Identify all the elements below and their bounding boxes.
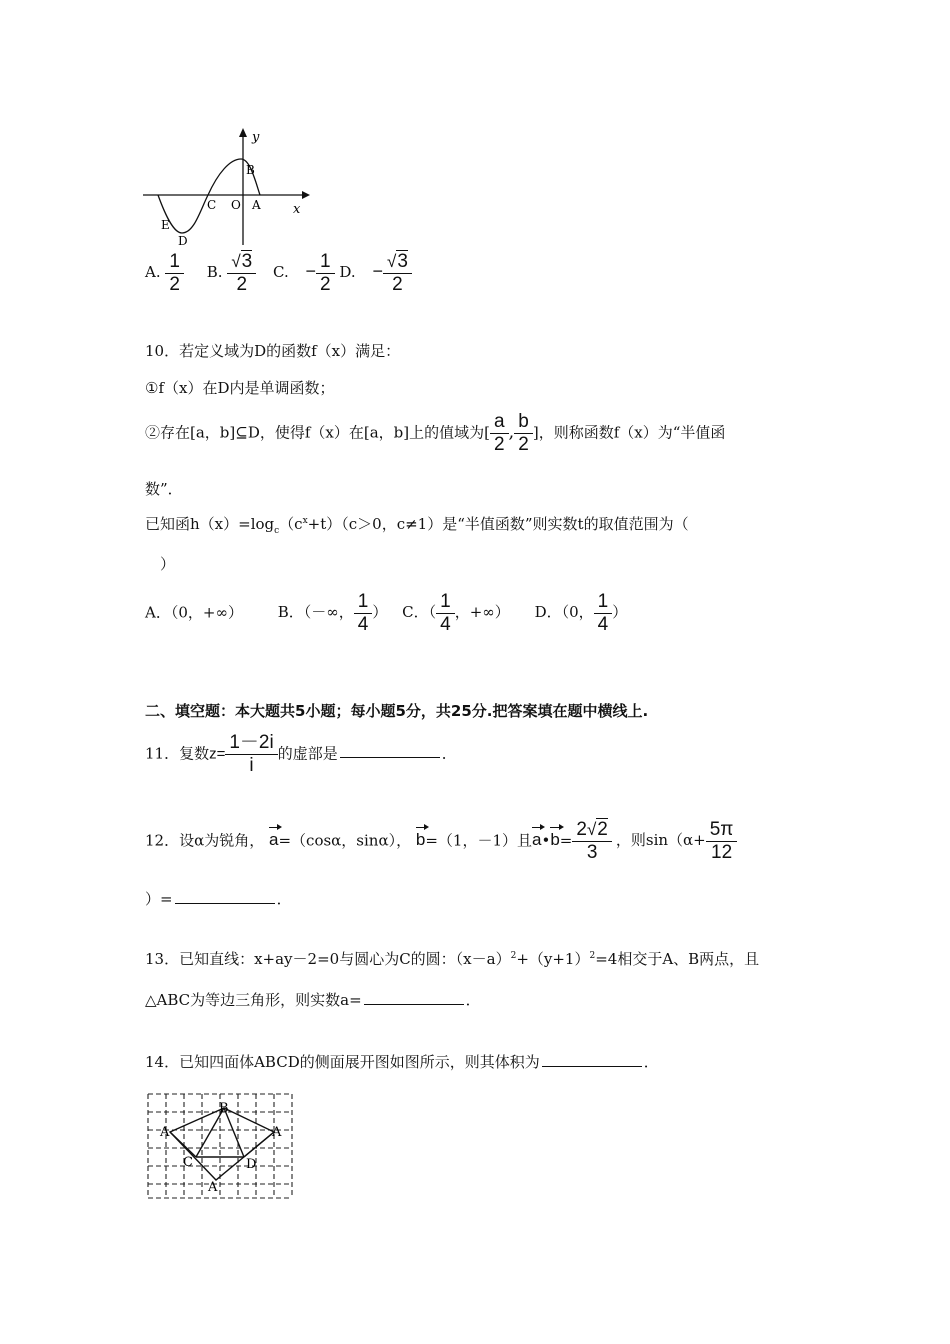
- q9-options: [145, 252, 412, 295]
- q9-option-d: D. − $\frac{√3}{2}$: [339, 263, 411, 281]
- q10-line3: ②存在[a，b]⊆D，使得f（x）在[a，b]上的值域为[ $\frac{a}{2}$ , $\frac{b}{2}$ ]，则称函数f（x）为“半值函: [145, 411, 726, 455]
- net-label-D: D: [246, 1157, 257, 1172]
- q11: 11．复数z= $\frac{1-2i}{i}$ 的虚部是 ．: [145, 732, 457, 776]
- q12-answer-blank[interactable]: [175, 889, 275, 904]
- q10-option-d: D．（0， $\frac{1}{4}$ ）: [534, 591, 628, 635]
- q9-sine-graph: [140, 125, 310, 250]
- q10-line4: 数”．: [145, 480, 183, 498]
- graph-label-C: C: [207, 198, 217, 212]
- q10-option-b: B．（－∞， $\frac{1}{4}$ ）: [277, 591, 388, 635]
- net-label-B: B: [219, 1101, 229, 1116]
- q9-option-c: C. − $\frac{1}{2}$: [273, 263, 339, 281]
- q10-line1: 10．若定义域为D的函数f（x）满足：: [145, 342, 401, 360]
- q12: 12．设α为锐角， a=（cosα，sinα）， b=（1，－1）且a•b= $\frac{2√2}{3}$ ，则sin（α+ $\frac{5\pi}{12}$: [145, 820, 737, 863]
- q10-option-c: C．（ $\frac{1}{4}$ ，+∞）: [402, 591, 510, 635]
- graph-label-B: B: [246, 163, 255, 177]
- q13-answer-blank[interactable]: [364, 990, 464, 1005]
- q10-line6: ）: [160, 555, 176, 573]
- graph-label-A: A: [252, 198, 261, 212]
- q9-option-b: B. $\frac{√3}{2}$: [207, 263, 261, 281]
- q10-option-a: A．（0，+∞）: [145, 603, 243, 622]
- net-label-C: C: [183, 1155, 193, 1170]
- q12-line2: ）= ．: [145, 890, 292, 908]
- q10-line2: ①f（x）在D内是单调函数；: [145, 379, 335, 397]
- vector-b: b: [415, 830, 426, 850]
- q14: 14．已知四面体ABCD的侧面展开图如图所示，则其体积为 ．: [145, 1053, 659, 1071]
- q11-answer-blank[interactable]: [340, 743, 440, 758]
- net-label-A-right: A: [272, 1125, 282, 1140]
- graph-label-E: E: [161, 218, 170, 232]
- graph-label-y: y: [252, 130, 260, 145]
- q10-options: [145, 592, 627, 635]
- q13-line1: 13．已知直线：x+ay－2=0与圆心为C的圆：$(x-a)^2+(y+1)^2=4$相交于A、B两点，且: [145, 950, 760, 968]
- q14-answer-blank[interactable]: [542, 1052, 642, 1067]
- q10-line5: 已知函$h(x)=\log_c(c^x+t)(c>0$，c≠1）是“半值函数”则实数t的取值范围为（: [145, 515, 689, 536]
- graph-label-x: x: [293, 202, 301, 217]
- graph-label-O: O: [231, 198, 241, 212]
- q14-tetrahedron-net: [140, 1088, 300, 1203]
- q13-line2: △ABC为等边三角形，则实数a= ．: [145, 991, 481, 1009]
- net-label-A-bottom: A: [208, 1180, 218, 1195]
- graph-label-D: D: [178, 234, 188, 248]
- net-label-A-left: A: [160, 1125, 170, 1140]
- q9-option-a: A. $\frac{1}{2}$: [145, 263, 189, 281]
- section2-title: 二、填空题：本大题共5小题；每小题5分，共25分.把答案填在题中横线上.: [145, 702, 649, 720]
- vector-a: a: [269, 830, 279, 850]
